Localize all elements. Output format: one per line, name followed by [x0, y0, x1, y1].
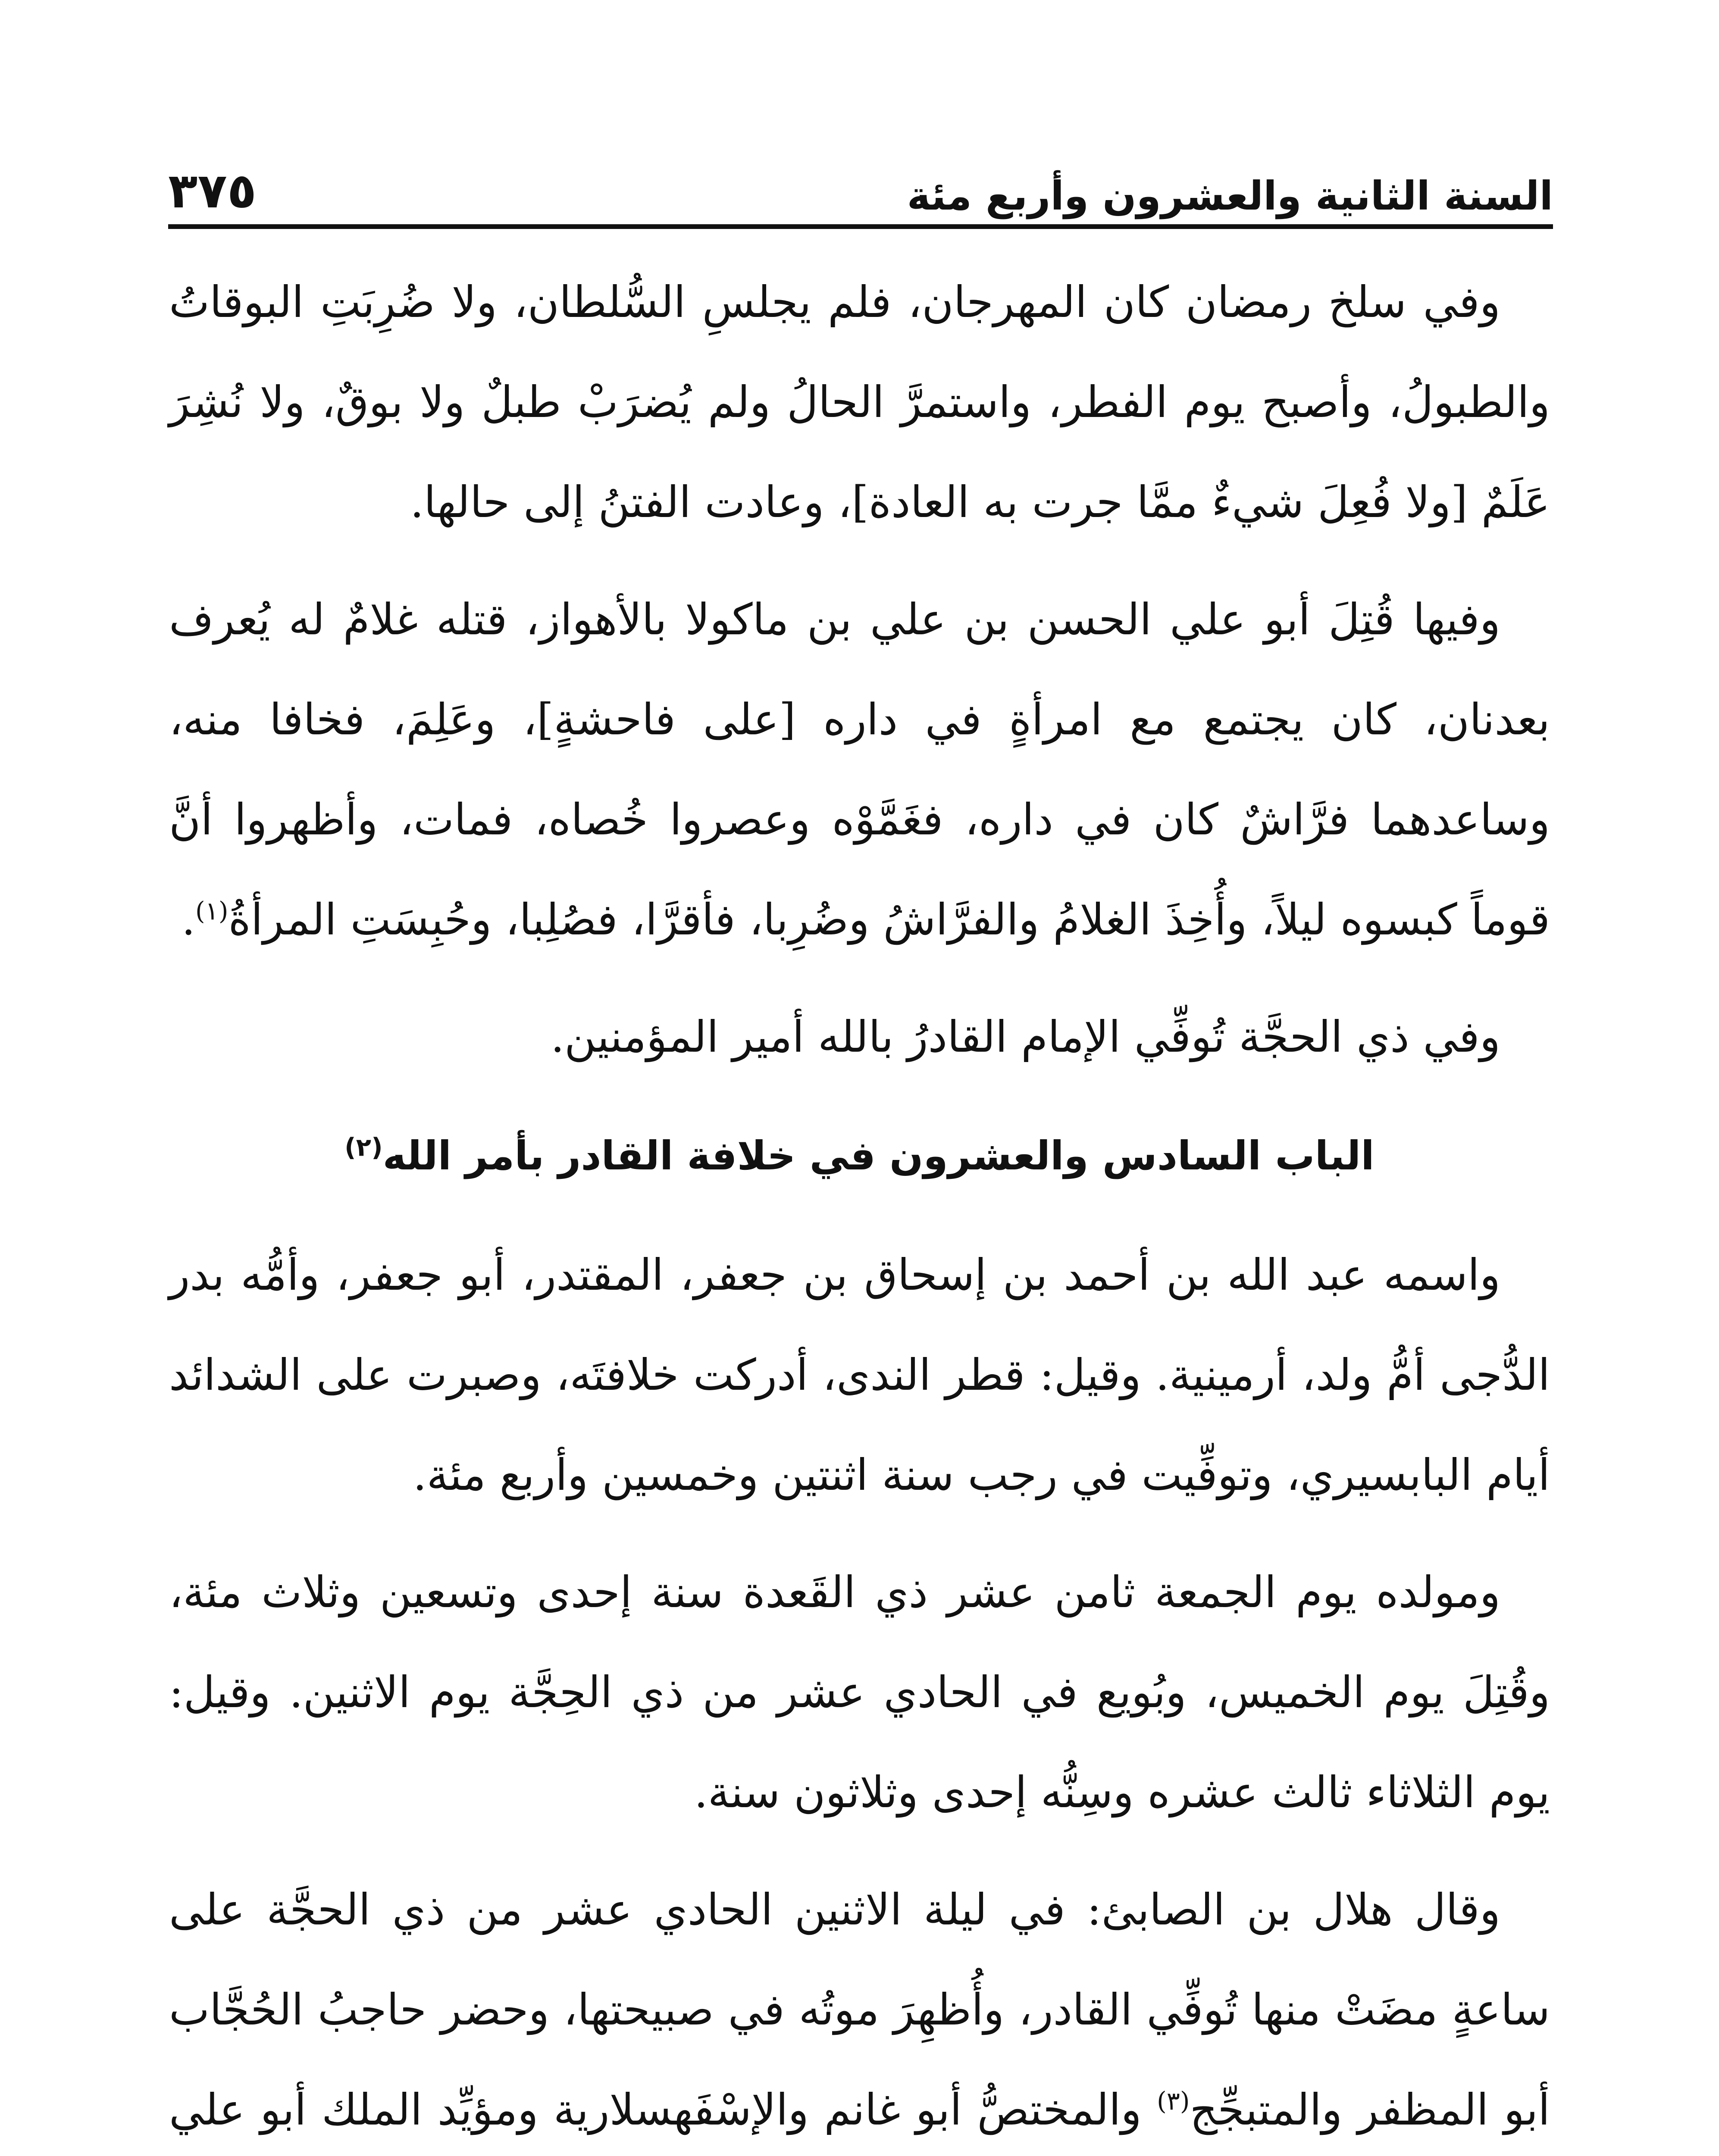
footnote-ref-2[interactable]: (٢)	[344, 1132, 383, 1162]
chapter-heading-text: الباب السادس والعشرون في خلافة القادر بأمر الله	[382, 1133, 1375, 1179]
paragraph-hilal-part2: والمختصُّ أبو غانم والإسْفَهسلارية ومؤيِّد الملك أبو علي	[169, 2084, 1142, 2135]
main-text	[169, 252, 1550, 2156]
paragraph-killing	[169, 570, 1550, 970]
footnote-ref-3[interactable]: (٣)	[1157, 2086, 1190, 2116]
paragraph-death: وفي ذي الحجَّة تُوفِّي الإمام القادرُ بالله أمير المؤمنين.	[551, 1012, 1500, 1062]
page-header	[168, 144, 1553, 220]
paragraph-hilal	[169, 1860, 1550, 2156]
paragraph-killing-text: وفيها قُتِلَ أبو علي الحسن بن علي بن ماكولا بالأهواز، قتله غلامٌ له يُعرف بعدنان، كان يجتمع مع امرأةٍ في داره [على فاحشةٍ]، وعَلِمَ، فخافا منه، وساعدهما فرَّاشٌ كان في داره، فغَمَّوْه وعصروا خُصاه، فمات، وأظهروا أنَّ قوماً كبسوه ليلاً، وأُخِذَ الغلامُ والفرَّاشُ وضُرِبا، فأقرَّا، فصُلِبا، وحُبِسَتِ المرأةُ	[169, 594, 1550, 945]
paragraph-name: واسمه عبد الله بن أحمد بن إسحاق بن جعفر، المقتدر، أبو جعفر، وأمُّه بدر الدُّجى أمُّ ولد، أرمينية. وقيل: قطر الندى، أدركت خلافتَه، وصبرت على الشدائد أيام البابسيري، وتوفِّيت في رجب سنة اثنتين وخمسين وأربع مئة.	[169, 1250, 1550, 1500]
paragraph-birth: ومولده يوم الجمعة ثامن عشر ذي القَعدة سنة إحدى وتسعين وثلاث مئة، وقُتِلَ يوم الخميس، وبُويع في الحادي عشر من ذي الحِجَّة يوم الاثنين. وقيل: يوم الثلاثاء ثالث عشره وسِنُّه إحدى وثلاثون سنة.	[169, 1567, 1550, 1818]
paragraph-ramadan: وفي سلخ رمضان كان المهرجان، فلم يجلسِ السُّلطان، ولا ضُرِبَتِ البوقاتُ والطبولُ، وأصبح يوم الفطر، واستمرَّ الحالُ ولم يُضرَبْ طبلٌ ولا بوقٌ، ولا نُشِرَ عَلَمٌ [ولا فُعِلَ شيءٌ ممَّا جرت به العادة]، وعادت الفتنُ إلى حالها.	[169, 277, 1550, 527]
paragraph-hilal-part1: وقال هلال بن الصابئ: في ليلة الاثنين الحادي عشر من ذي الحجَّة على ساعةٍ مضَتْ منها تُوفِّي القادر، وأُظهِرَ موتُه في صبيحتها، وحضر حاجبُ الحُجَّاب أبو المظفر والمتبجِّج	[169, 1884, 1550, 2135]
paragraph-killing-end: .	[182, 894, 196, 945]
running-title: السنة الثانية والعشرون وأربع مئة	[907, 172, 1553, 219]
footnote-ref-1[interactable]: (١)	[195, 896, 229, 926]
header-rule	[168, 224, 1553, 229]
page-number: ٣٧٥	[168, 163, 257, 219]
chapter-heading	[169, 1113, 1550, 1199]
